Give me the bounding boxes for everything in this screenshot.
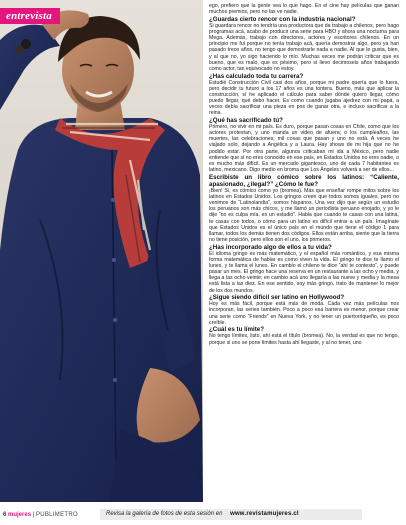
section-label [0,8,60,24]
page-number: 6 [3,512,7,518]
paragraph: ¡Bien! Sí, es cómico como yo (bromea). Más que enseñar rompe mitos sobre los latinos en Estados Unidos. Los gringos creen que todos somos iguales, pero no venimos de “Latinolandia”, somos hispanos. Una vez dijo que según un estudio los peruanos son más chicos, y me llamó un periodista peruano enojado, y yo le dije “no es culpa mía, es un estudio”. Habla que cuando te casas con una latina, te casas con todos, o cómo para un latino es difícil entrar a un país. Imagínate que Estados Unidos es el único país en el mundo que tiene el código 1 para llamar, todos los demás tienen dos códigos. Ellos están arriba, siente que la tierra no tiene posición, pero ellos son el uno, los primeros. [209,187,399,243]
question-heading: ¿Has calculado toda tu carrera? [209,72,304,80]
cover-photo [0,0,203,502]
question-heading: ¿Qué has sacrificado tú? [209,117,283,124]
brand-separator: | [32,512,35,518]
question-heading: Escribiste un libro cómico sobre los latinos: “Caliente, apasionado, ¿ilegal?” ¿Cómo le fue? [209,173,399,188]
paragraph: No tengo límites, listo, ahí está el título (bromea). No, la verdad es que no tengo, porque si uno se pone límites hasta ahí llegaste, y al no tener, uno [209,333,399,346]
gallery-promo [100,509,362,520]
paragraph: Estudié Construcción Civil casi dos años, porque mi padre quería que lo fuera, pero decidir tu futuro a los 17 años es una tontera. Bueno, más que aplicar la construcción, sí he aplicado el cálculo para saber dónde quiero llegar, cómo puedo llegar, qué debo hacer. Es como cuando jugaba ajedrez con mi papá, a veces debía sacrificar una pieza en pos de ganar otra, e incluso sacrificar a la reina. [209,79,399,117]
paragraph: El idioma gringo es más matemático, y el español más romántico, y esa misma forma matemática de hablar es como viven la vida. El gringo te dice te llamo el lunes, y te llama el lunes. En cambio el chileno te dice “ahí te contesto”, y puede pasar un mes. El gringo hace una reserva en un restaurante a las ocho y media, y llega a las ocho veinte; en cambio acá uno llegaría a las nueve y media y la mesa está lista a las diez. En ese sentido, soy más gringo, trato de mantener lo mejor de los dos mundos. [209,250,399,294]
paragraph: Primero, no vivir en mi país. Es duro, porque pasan cosas en Chile, como que los actores protestan, y uno manda un video de afuera; o los cumpleaños, las muertes, las celebraciones; mil cosas que pasan y uno no está. A veces he viajado solo, dejando a Angélica y a Laura. Hay shows de mi hija que no he podido estar. Por otra parte, algunos criticaban mi ida a México, pero nadie entiende que si no eres conocido en ese país, en Estados Unidos no eres nadie, o es mucho más difícil. Es un mercado gigantesco, uno de cada 7 habitantes es latino, mexicano. Digo medio en broma que Los Ángeles volverá a ser de ellos... [209,124,399,174]
paragraph: Hoy es más fácil, porque está más de moda. Cada vez más películas nos incorporan, las series también. Poco a poco esa barrera es menor, porque crear una serie como “Friends” en Nueva York, y no tener un puertorriqueño, es poco creíble. [209,301,399,326]
paragraph: Si guardara rencor no tendría una productora que da trabajo a chilenos, pero hago programas acá, acabo de producir una serie para HBO y ahora una nocturna para Mega. Además, trabajo con directores, actores y escritores chilenos. En un principio me fui porque no tenía trabajo acá, quería demostrar algo, pero ya han pasado trece años, no tengo que demostrarle nada a nadie. Al que le gusta, bien, y al que no, yo sigo haciendo lo mío. Muchas veces me podrán criticar que es bueno, que es malo, que es pésimo, pero si llevo decimoseis años trabajando como actor, tan equivocado no estoy. [209,22,399,72]
question-heading: ¿Guardas cierto rencor con la industria nacional? [209,15,356,23]
brand-prefix: mujeres [8,512,32,518]
article-body [209,3,399,500]
page-footer [0,506,406,525]
man-portrait-illustration [0,0,203,502]
promo-text: Revisa la galería de fotos de esta sesión en [106,511,223,517]
question-heading: ¿Sigue siendo difícil ser latino en Hollywood? [209,294,345,302]
brand-suffix: PUBLIMETRO [35,512,78,518]
question-heading: ¿Has incorporado algo de ellos a tu vida? [209,243,332,251]
promo-link[interactable]: www.revistamujeres.cl [230,511,299,517]
section-label-text: entrevista [6,10,52,22]
page-number-block [3,512,78,518]
question-heading: ¿Cuál es tu límite? [209,326,265,334]
paragraph: ego, prefiero que la gente vea lo que hago. En el cine hay películas que ganan muchos premios, pero no las ve nadie. [209,3,399,16]
